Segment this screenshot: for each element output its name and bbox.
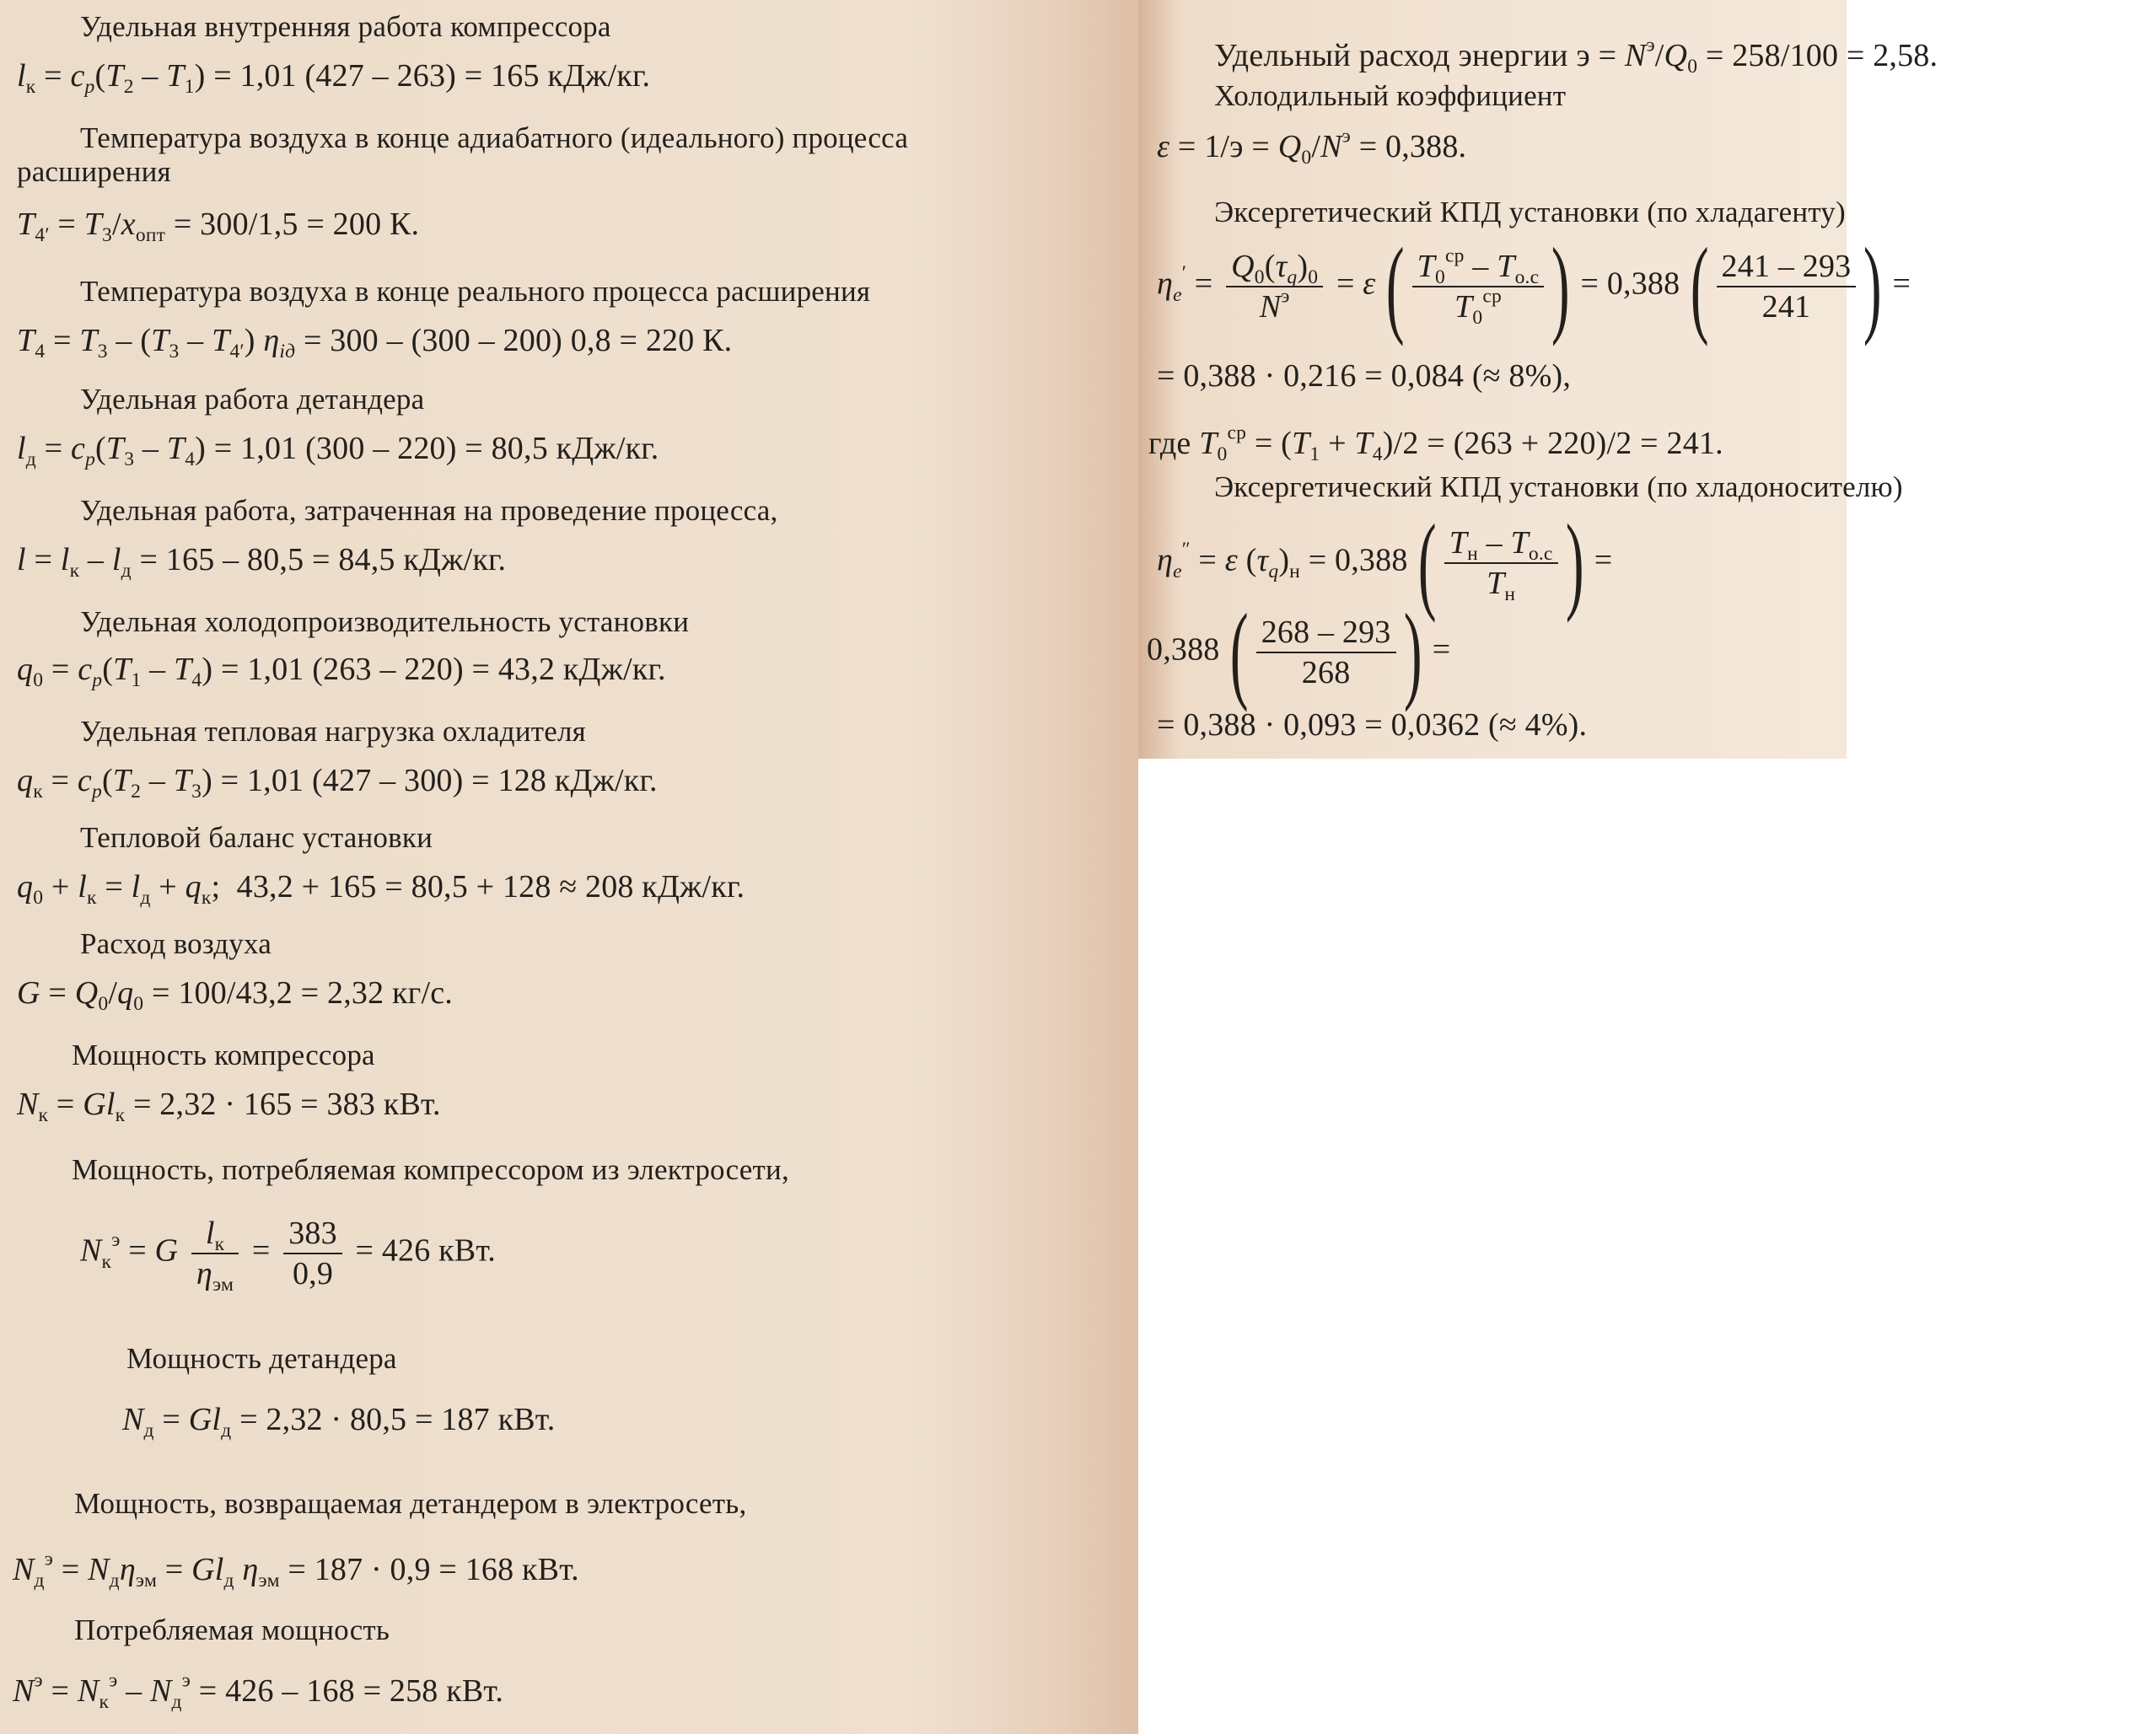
equation-nke: $N_к^э = G$ $\frac{l_к}{\eta_{эм}}$ = $\frac{383}{0,9}$ = 426 кВт. [80,1216,496,1296]
equation-eta-double-prime-step: 0,388 ( $\frac{268 - 293}{268}$ ) = [1147,592,1451,713]
equation-qk: $q_к = c_p(T_2 - T_3) = 1,01$ (427 – 300) = 128 кДж/кг. [17,763,658,803]
text-line: Тепловой баланс установки [80,821,433,854]
text-line: Удельная работа детандера [80,383,425,416]
text-line: Удельная внутренняя работа компрессора [80,10,611,43]
text-line: Мощность, потребляемая компрессором из электросети, [72,1153,789,1186]
equation-nk: $N_к = Gl_к = 2,32 \cdot 165 = 383$ кВт. [17,1087,441,1127]
equation-specific-energy: Удельный расход энергии $э = N^э/Q_0 = 258/100 = 2,58$. [1214,34,1938,78]
text-line: Холодильный коэффициент [1214,79,1567,112]
equation-g: $G = Q_0/q_0 = 100/43,2 = 2,32$ кг/с. [17,975,453,1016]
equation-t4: $T_4 = T_3 - (T_3 - T_{4'}) \eta_{iд} = 300 - (300 - 200) 0,8 = 220$ К. [17,323,733,363]
equation-balance: $q_0 + l_к = l_д + q_к$; 43,2 + 165 = 80,5 + 128 ≈ 208 кДж/кг. [17,869,745,910]
text-line: Мощность детандера [126,1342,397,1375]
text-line: Эксергетический КПД установки (по хладоносителю) [1214,470,1903,503]
equation-eta-double-prime-result: = 0,388 · 0,093 = 0,0362 (≈ 4%). [1157,707,1588,743]
text-line: Мощность компрессора [72,1039,375,1071]
text-line: Удельная тепловая нагрузка охладителя [80,715,586,748]
text-line: Эксергетический КПД установки (по хладагенту) [1214,196,1846,228]
equation-eta-prime: $\eta_e'$ = $\frac{Q_0(\tau_q)_0}{N^э}$ = ε ( $\frac{T_0^{ср} - T_{о.с}}{T_0^{ср}}$ ) = 0,388 ( $\frac{241 - 293}{241}$ ) = [1157,226,1911,347]
equation-ne: $N^э = N_к^э - N_д^э = 426 - 168 = 258$ кВт. [13,1669,504,1714]
equation-nde: $N_д^э = N_д\eta_{эм} = Gl_д$ $\eta_{эм} = 187 \cdot 0,9 = 168$ кВт. [13,1548,579,1592]
equation-ld: $l_д = c_p(T_3 - T_4) = 1,01$ (300 – 220) = 80,5 кДж/кг. [17,431,659,471]
text-line: Удельная холодопроизводительность установки [80,605,690,638]
equation-q0: $q_0 = c_p(T_1 - T_4) = 1,01$ (263 – 220) = 43,2 кДж/кг. [17,652,666,692]
text-line: Температура воздуха в конце реального процесса расширения [80,275,871,308]
text-line: Удельная работа, затраченная на проведение процесса, [80,494,778,527]
equation-l: $l = l_к - l_д = 165 - 80,5 = 84,5$ кДж/кг. [17,542,507,582]
equation-eta-double-prime: $\eta_e'' = \varepsilon$ $(\tau_q)_н = 0,388$ ( $\frac{T_н - T_{о.с}}{T_н}$ ) = [1157,502,1613,624]
text-line: Мощность, возвращаемая детандером в электросеть, [74,1487,747,1520]
text-line: Температура воздуха в конце адиабатного (идеального) процесса [80,121,909,154]
text-line: Расход воздуха [80,927,272,960]
equation-t4p: $T_{4'} = T_3/x_{опт} = 300/1,5 = 200$ К. [17,207,420,247]
text-line: Потребляемая мощность [74,1613,390,1646]
equation-eps: $\varepsilon = 1/э = Q_0/N^э = 0,388$. [1157,125,1467,169]
equation-eta-prime-result: = 0,388 · 0,216 = 0,084 (≈ 8%), [1157,358,1572,394]
equation-nd: $N_д = Gl_д = 2,32 \cdot 80,5 = 187$ кВт. [122,1402,556,1442]
equation-t0cp: где $T_0^{ср} = (T_1 + T_4)/2 = (263 + 220)/2 = 241$. [1148,421,1723,466]
right-page [1138,0,1938,759]
equation-lk: $l_к = c_p(T_2 - T_1) = 1,01$ (427 – 263) = 165 кДж/кг. [17,58,651,99]
text-line: расширения [17,155,171,188]
